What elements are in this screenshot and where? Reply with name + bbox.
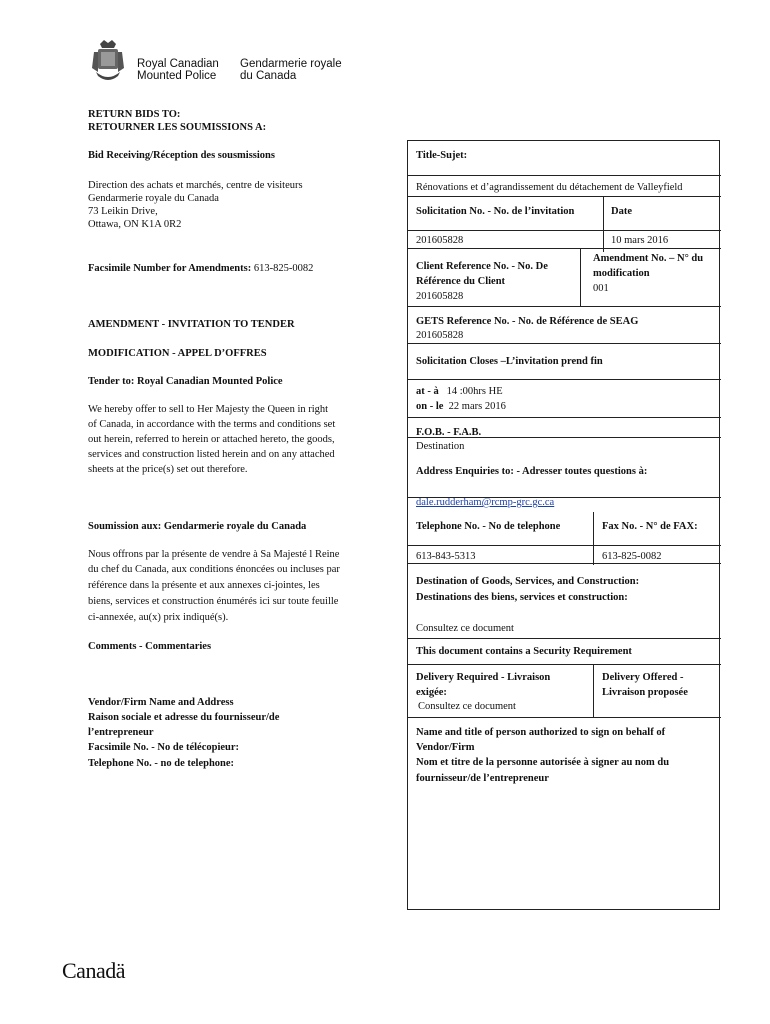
solicitation-no-label: Solicitation No. - No. de l’invitation: [416, 206, 575, 217]
bid-address-line-1: Direction des achats et marchés, centre de visiteurs: [88, 180, 303, 191]
crest-icon: [88, 38, 128, 84]
vendor-line-3: l’entrepreneur: [88, 727, 154, 738]
vendor-line-5: Telephone No. - no de telephone:: [88, 758, 235, 769]
fob-value: Destination: [416, 441, 465, 452]
soumission-aux: Soumission aux: Gendarmerie royale du Canada: [88, 521, 307, 532]
vendor-line-2: Raison sociale et adresse du fournisseur/de: [88, 712, 280, 723]
closing-date: [416, 400, 506, 414]
destination-value: Consultez ce document: [416, 623, 514, 634]
offer-fr-line-4: biens, services et construction énumérés ici sur toute feuille: [88, 596, 339, 607]
contact-email-link[interactable]: dale.rudderham@rcmp-grc.gc.ca: [416, 497, 555, 508]
amendment-no-value: 001: [593, 283, 609, 294]
amendment-no-label-1: Amendment No. – N° du: [593, 253, 704, 264]
bid-address-line-2: Gendarmerie royale du Canada: [88, 193, 219, 204]
delivery-offered-label-2: Livraison proposée: [602, 687, 688, 698]
bid-receiving-label: Bid Receiving/Réception des sousmissions: [88, 150, 275, 161]
delivery-required-label-2: exigée:: [416, 687, 447, 698]
offer-en-line-1: We hereby offer to sell to Her Majesty the Queen in right: [88, 404, 329, 415]
title-value: Rénovations et d’agrandissement du détachement de Valleyfield: [416, 182, 683, 193]
date-value: 10 mars 2016: [611, 235, 669, 246]
amendment-no-label-2: modification: [593, 268, 650, 279]
solicitation-info-box: [407, 140, 720, 910]
telephone-label: Telephone No. - No de telephone: [416, 521, 561, 532]
delivery-required-value: Consultez ce document: [418, 701, 516, 712]
contact-email[interactable]: [416, 496, 554, 510]
offer-fr-line-2: du chef du Canada, aux conditions énoncées ou incluses par: [88, 564, 340, 575]
destination-label-1: Destination of Goods, Services, and Construction:: [416, 576, 640, 587]
signer-line-4: fournisseur/de l’entrepreneur: [416, 773, 549, 784]
client-ref-label-2: Référence du Client: [416, 276, 506, 287]
closing-time-value: 14 :00hrs HE: [446, 386, 503, 397]
closing-date-label: on - le: [416, 401, 444, 412]
offer-en-line-2: of Canada, in accordance with the terms and conditions set: [88, 419, 336, 430]
bid-address-line-4: Ottawa, ON K1A 0R2: [88, 219, 182, 230]
agency-name-fr: Gendarmerie royale du Canada: [240, 58, 342, 82]
offer-fr-line-3: référence dans la présente et aux annexes ci-jointes, les: [88, 580, 320, 591]
solicitation-no-value: 201605828: [416, 235, 464, 246]
offer-fr-line-1: Nous offrons par la présente de vendre à Sa Majesté l Reine: [88, 549, 340, 560]
delivery-offered-label-1: Delivery Offered -: [602, 672, 684, 683]
telephone-value: 613-843-5313: [416, 551, 476, 562]
delivery-required-label-1: Delivery Required - Livraison: [416, 672, 551, 683]
title-label: Title-Sujet:: [416, 150, 468, 161]
client-ref-value: 201605828: [416, 291, 464, 302]
agency-name-en: Royal Canadian Mounted Police: [137, 58, 219, 82]
closing-date-value: 22 mars 2016: [448, 401, 506, 412]
solicitation-closes-label: Solicitation Closes –L’invitation prend fin: [416, 356, 603, 367]
closing-time-label: at - à: [416, 386, 439, 397]
enquiries-label: Address Enquiries to: - Adresser toutes questions à:: [416, 466, 648, 477]
destination-label-2: Destinations des biens, services et construction:: [416, 592, 628, 603]
signer-line-1: Name and title of person authorized to sign on behalf of: [416, 727, 666, 738]
amendment-heading: AMENDMENT - INVITATION TO TENDER: [88, 319, 295, 330]
fax-amendments-value: 613-825-0082: [253, 263, 314, 274]
offer-en-line-5: sheets at the price(s) set out therefore.: [88, 464, 248, 475]
tender-to: Tender to: Royal Canadian Mounted Police: [88, 376, 283, 387]
fax-amendments-label: Facsimile Number for Amendments:: [88, 263, 252, 274]
bid-address-line-3: 73 Leikin Drive,: [88, 206, 158, 217]
vendor-line-4: Facsimile No. - No de télécopieur:: [88, 742, 240, 753]
signer-line-2: Vendor/Firm: [416, 742, 475, 753]
return-bids-heading: RETURN BIDS TO:: [88, 109, 181, 120]
client-ref-label-1: Client Reference No. - No. De: [416, 261, 548, 272]
fax-no-value: 613-825-0082: [602, 551, 662, 562]
offer-fr-line-5: ci-annexée, au(x) prix indiqué(s).: [88, 612, 229, 623]
canada-wordmark: Canadä: [62, 958, 125, 983]
gets-ref-label: GETS Reference No. - No. de Référence de SEAG: [416, 316, 639, 327]
modification-heading: MODIFICATION - APPEL D’OFFRES: [88, 348, 267, 359]
date-label: Date: [611, 206, 632, 217]
retourner-heading: RETOURNER LES SOUMISSIONS A:: [88, 122, 267, 133]
fax-amendments: [88, 262, 313, 276]
comments-heading: Comments - Commentaries: [88, 641, 212, 652]
closing-time: [416, 385, 503, 399]
offer-en-line-3: out herein, referred to herein or attached hereto, the goods,: [88, 434, 335, 445]
vendor-line-1: Vendor/Firm Name and Address: [88, 697, 234, 708]
signer-line-3: Nom et titre de la personne autorisée à signer au nom du: [416, 757, 670, 768]
offer-en-line-4: services and construction listed herein and on any attached: [88, 449, 335, 460]
fax-no-label: Fax No. - N° de FAX:: [602, 521, 698, 532]
gets-ref-value: 201605828: [416, 330, 464, 341]
fob-label: F.O.B. - F.A.B.: [416, 427, 482, 438]
security-requirement: This document contains a Security Requirement: [416, 646, 632, 657]
